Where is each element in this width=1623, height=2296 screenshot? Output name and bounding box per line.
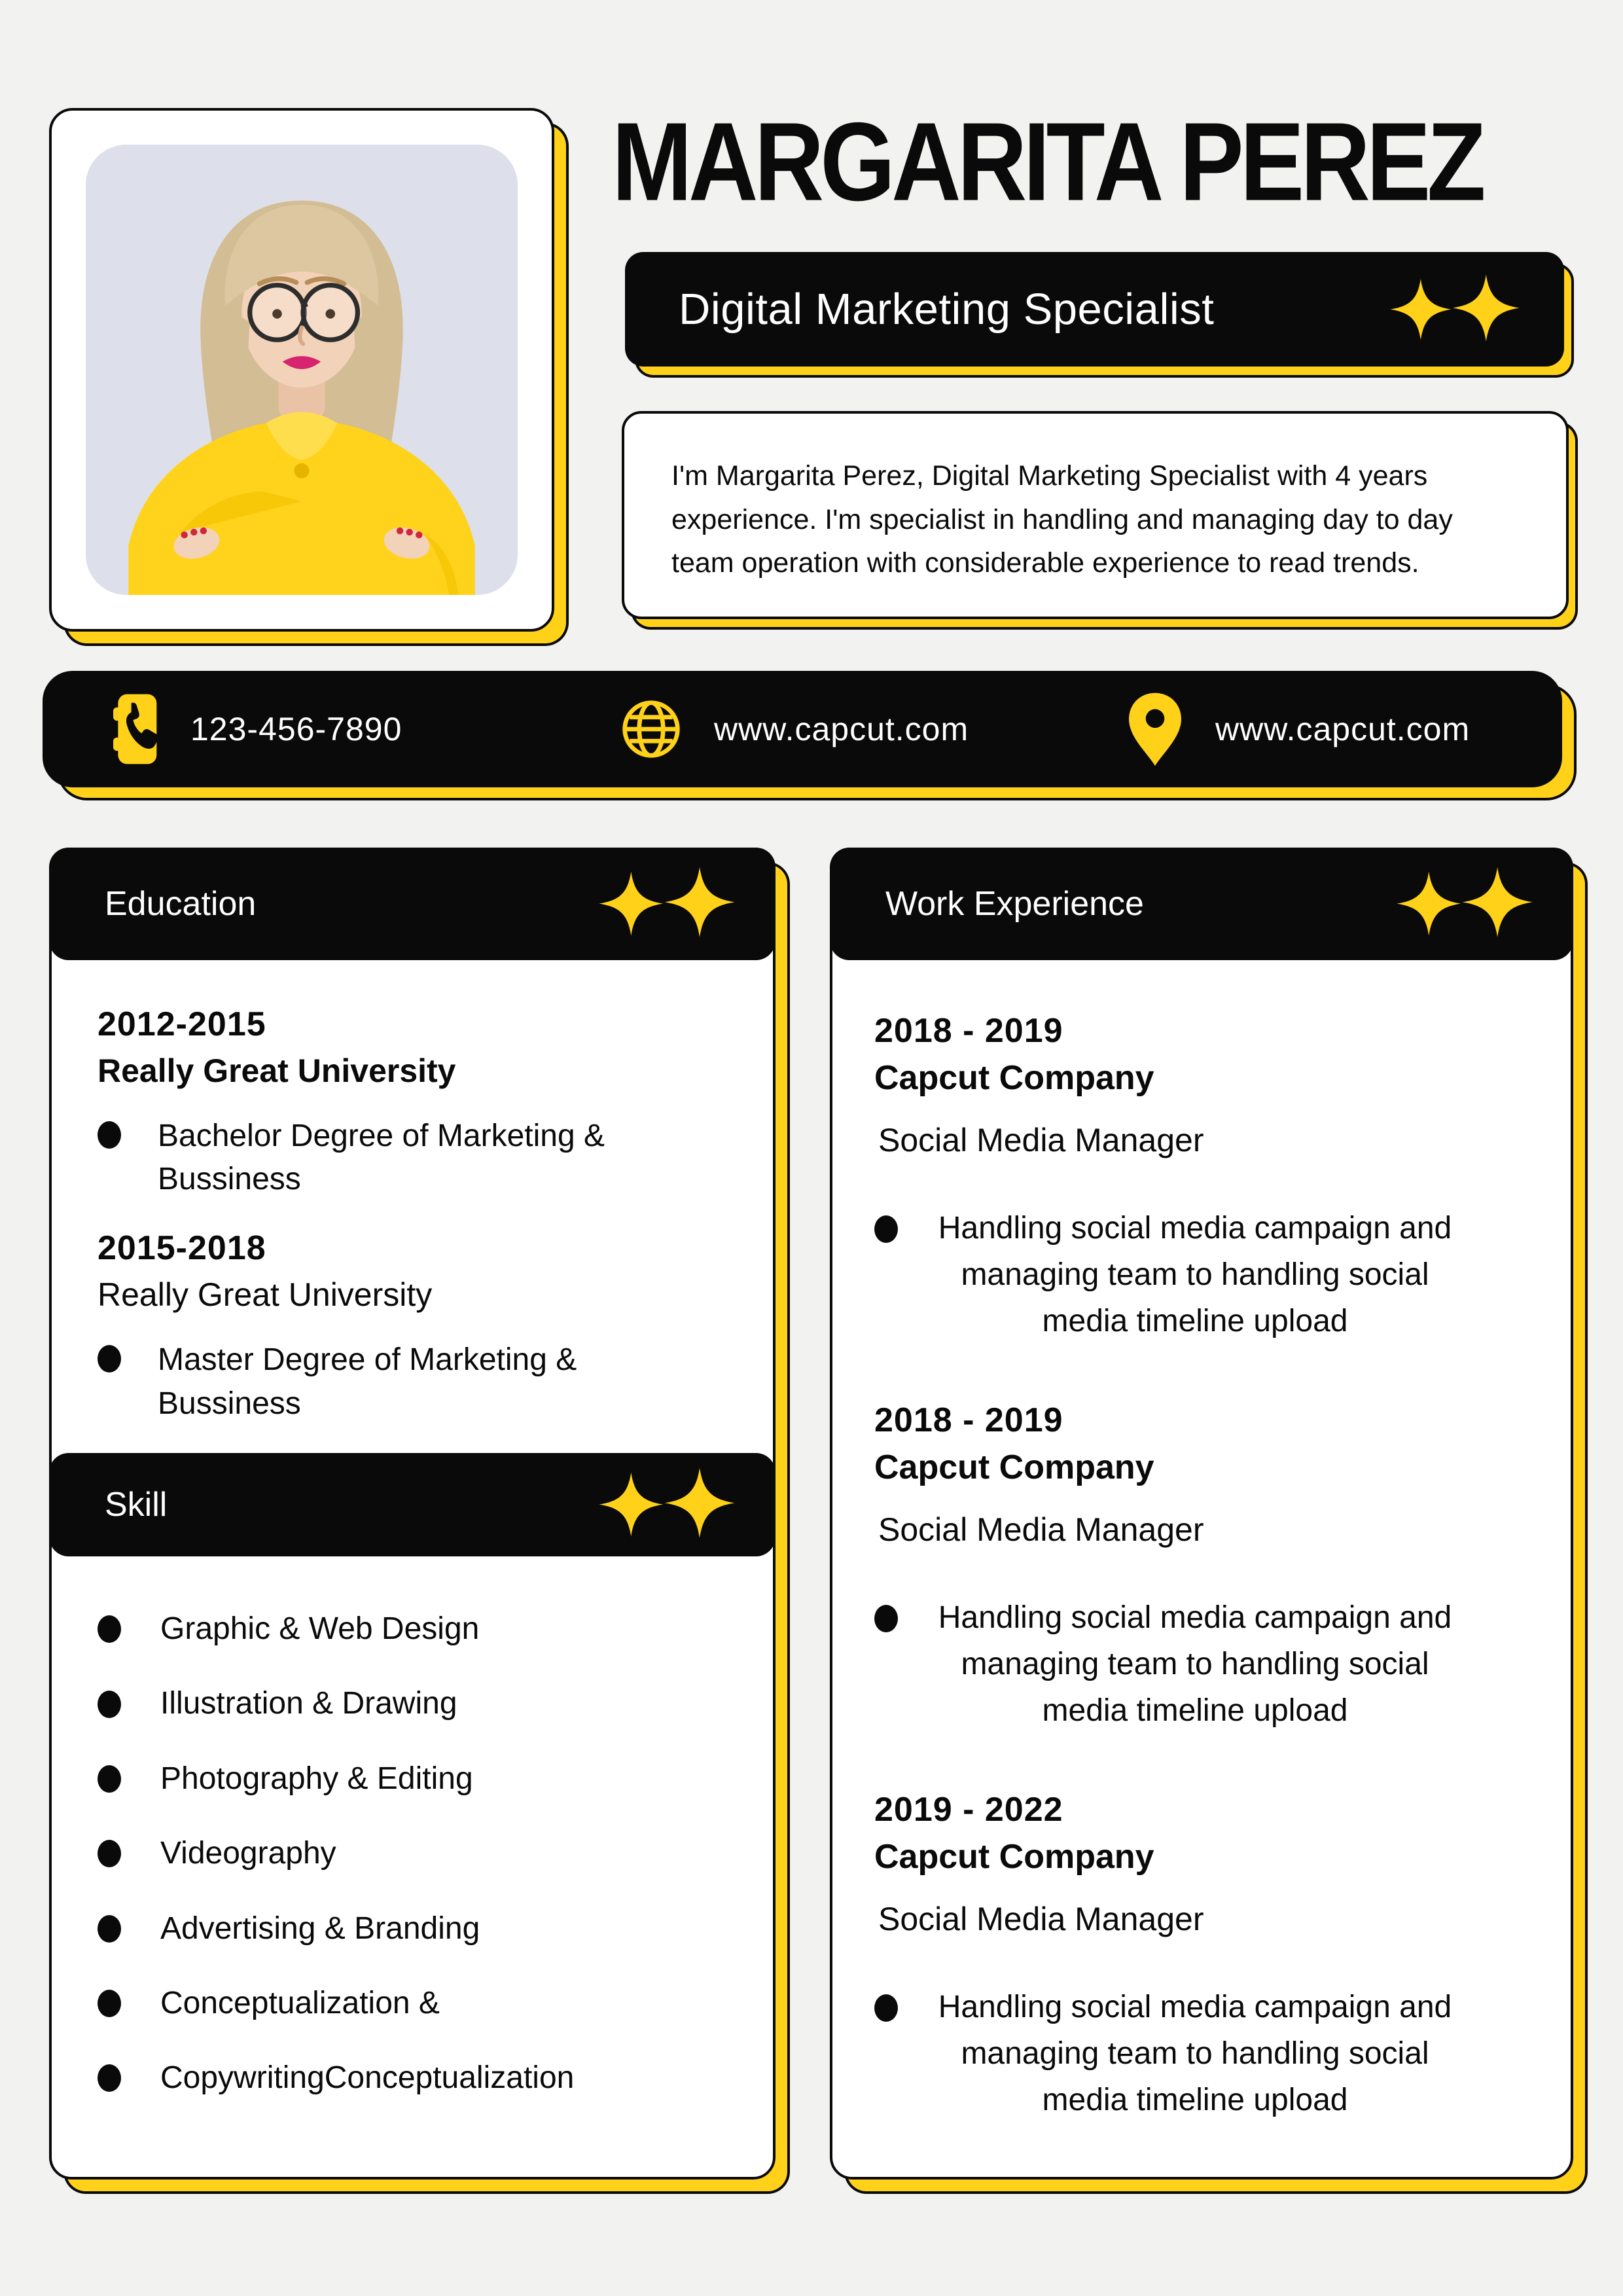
skill-item — [98, 1833, 734, 1874]
experience-detail: Handling social media campaign and managing team to handling social media timeline upload — [938, 1600, 1452, 1729]
skill-label: Conceptualization & — [160, 1985, 440, 2020]
skill-label: Graphic & Web Design — [160, 1611, 480, 1646]
experience-detail-item — [874, 1594, 1534, 1734]
education-list — [52, 960, 773, 1426]
website-url: www.capcut.com — [714, 711, 969, 747]
experience-entry — [874, 1790, 1534, 2123]
skill-list — [52, 1556, 773, 2099]
experience-panel — [830, 848, 1573, 2179]
contact-item-website — [549, 698, 1056, 761]
sparkles-icon — [1388, 273, 1522, 346]
skill-label: Photography & Editing — [160, 1761, 473, 1796]
sparkles-icon — [597, 865, 738, 942]
experience-detail-item — [874, 1984, 1534, 2123]
education-degree-item — [98, 1338, 728, 1425]
bullet-icon — [98, 1915, 121, 1943]
bullet-icon — [98, 1691, 121, 1718]
experience-list — [832, 960, 1571, 2123]
job-title-banner — [625, 252, 1564, 367]
education-degree: Bachelor Degree of Marketing & Bussiness — [158, 1119, 605, 1197]
experience-years: 2019 - 2022 — [874, 1791, 1063, 1829]
bullet-icon — [874, 1994, 898, 2022]
experience-role: Social Media Manager — [878, 1122, 1204, 1158]
experience-detail: Handling social media campaign and managing team to handling social media timeline upload — [938, 1211, 1452, 1339]
education-degree: Master Degree of Marketing & Bussiness — [158, 1342, 577, 1421]
bullet-icon — [98, 1615, 121, 1643]
experience-role: Social Media Manager — [878, 1901, 1204, 1938]
portrait-illustration — [86, 145, 518, 595]
experience-detail-item — [874, 1205, 1534, 1344]
education-school: Really Great University — [98, 1276, 433, 1314]
education-years: 2012-2015 — [98, 1005, 266, 1043]
experience-company: Capcut Company — [874, 1448, 1154, 1487]
photo-card — [49, 108, 554, 632]
skill-heading: Skill — [105, 1485, 168, 1524]
experience-detail: Handling social media campaign and managing team to handling social media timeline upload — [938, 1990, 1452, 2118]
skill-label: Videography — [160, 1836, 336, 1871]
education-years: 2015-2018 — [98, 1229, 266, 1268]
sparkles-icon — [1395, 865, 1535, 942]
skill-header — [49, 1453, 776, 1556]
skill-item — [98, 1683, 734, 1724]
education-degree-item — [98, 1115, 728, 1201]
contact-item-phone — [43, 692, 549, 766]
skill-label: CopywritingConceptualization — [160, 2060, 575, 2096]
skill-item — [98, 1909, 734, 1949]
experience-entry — [874, 1401, 1534, 1734]
experience-company: Capcut Company — [874, 1059, 1154, 1097]
education-heading: Education — [105, 885, 257, 923]
experience-header — [830, 848, 1573, 960]
skill-item — [98, 1609, 734, 1649]
location-url: www.capcut.com — [1215, 711, 1471, 747]
phone-number: 123-456-7890 — [190, 711, 402, 747]
education-skill-panel — [49, 848, 776, 2179]
experience-role: Social Media Manager — [878, 1511, 1204, 1549]
education-entry — [98, 1229, 728, 1425]
education-school: Really Great University — [98, 1052, 456, 1089]
bullet-icon — [98, 1990, 121, 2017]
location-icon — [1126, 691, 1184, 768]
skill-item — [98, 2058, 734, 2098]
experience-years: 2018 - 2019 — [874, 1401, 1063, 1440]
about-card — [622, 411, 1569, 619]
bullet-icon — [98, 2064, 121, 2092]
contact-bar — [43, 671, 1562, 787]
portrait-photo — [86, 145, 518, 595]
bullet-icon — [874, 1215, 898, 1243]
sparkles-icon — [597, 1466, 738, 1543]
bullet-icon — [98, 1765, 121, 1793]
experience-heading: Work Experience — [885, 885, 1144, 923]
skill-item — [98, 1983, 734, 2024]
contact-item-location — [1056, 691, 1562, 768]
skill-item — [98, 1759, 734, 1799]
education-entry — [98, 1005, 728, 1201]
about-text: I'm Margarita Perez, Digital Marketing Specialist with 4 years experience. I'm specialist in handling and managing day to day team operation with considerable experience to read trends. — [671, 460, 1453, 579]
bullet-icon — [98, 1121, 121, 1149]
experience-company: Capcut Company — [874, 1838, 1154, 1876]
experience-years: 2018 - 2019 — [874, 1012, 1063, 1050]
education-header — [49, 848, 776, 960]
experience-entry — [874, 1011, 1534, 1344]
skill-label: Advertising & Branding — [160, 1910, 480, 1946]
bullet-icon — [98, 1345, 121, 1372]
bullet-icon — [874, 1605, 898, 1632]
skill-label: Illustration & Drawing — [160, 1686, 457, 1721]
bullet-icon — [98, 1840, 121, 1867]
globe-icon — [620, 698, 683, 761]
phone-icon — [113, 692, 159, 766]
page-title: MARGARITA PEREZ — [612, 99, 1482, 224]
job-title-label: Digital Marketing Specialist — [679, 285, 1215, 334]
